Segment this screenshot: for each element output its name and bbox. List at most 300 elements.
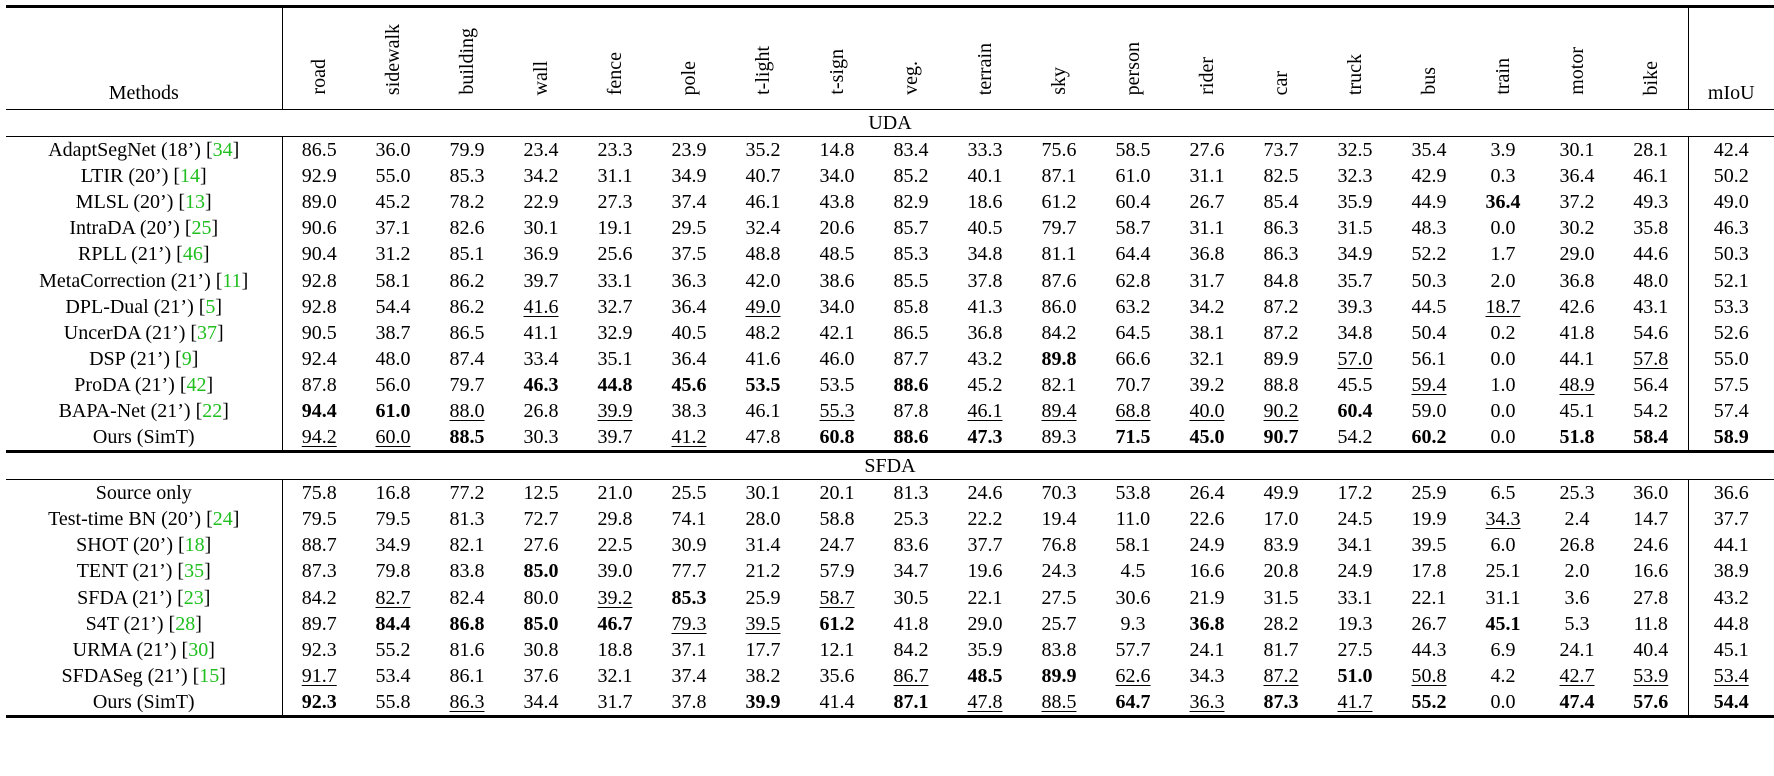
value-cell — [1170, 532, 1244, 558]
value-text: 3.6 — [1564, 586, 1590, 609]
value-text: 37.4 — [671, 191, 707, 214]
method-name: AdaptSegNet (18’) [ — [48, 139, 213, 162]
value-cell — [1392, 215, 1466, 241]
value-text: 66.6 — [1115, 347, 1151, 370]
value-cell — [1392, 137, 1466, 164]
value-text: 79.8 — [375, 560, 411, 583]
method-name: Test-time BN (20’) [ — [48, 508, 213, 531]
value-cell — [1466, 294, 1540, 320]
value-text: 35.9 — [967, 638, 1003, 661]
miou-cell — [1688, 294, 1774, 320]
value-cell — [578, 689, 652, 717]
value-cell — [1096, 585, 1170, 611]
value-cell — [1540, 320, 1614, 346]
value-text: 87.2 — [1263, 664, 1299, 687]
value-cell — [504, 215, 578, 241]
value-text: 1.0 — [1490, 373, 1516, 396]
value-cell — [430, 189, 504, 215]
citation-link[interactable]: 35 — [184, 560, 205, 583]
value-cell — [504, 663, 578, 689]
value-cell — [504, 506, 578, 532]
citation-link[interactable]: 15 — [199, 664, 220, 687]
value-text: 84.2 — [893, 638, 929, 661]
value-cell — [1614, 398, 1688, 424]
value-cell — [652, 241, 726, 267]
value-cell — [1318, 424, 1392, 452]
value-cell — [1466, 558, 1540, 584]
value-cell — [430, 346, 504, 372]
table-row — [6, 689, 1774, 717]
value-cell — [504, 532, 578, 558]
value-text: 36.8 — [1559, 269, 1595, 292]
value-text: 58.7 — [1115, 217, 1151, 240]
value-cell — [1540, 532, 1614, 558]
header-class-label: sidewalk — [382, 23, 404, 95]
value-cell — [430, 294, 504, 320]
value-text: 46.1 — [745, 399, 781, 422]
citation-link[interactable]: 5 — [205, 295, 216, 318]
value-text: 19.3 — [1337, 612, 1373, 635]
value-text: 41.4 — [819, 690, 855, 713]
value-text: 44.3 — [1411, 638, 1447, 661]
value-text: 24.1 — [1559, 638, 1595, 661]
value-cell — [504, 480, 578, 507]
value-cell — [1392, 689, 1466, 717]
value-cell — [430, 637, 504, 663]
value-cell — [1244, 637, 1318, 663]
value-cell — [1392, 637, 1466, 663]
value-text: 46.3 — [1713, 217, 1749, 240]
value-text: 83.4 — [893, 139, 929, 162]
value-text: 82.4 — [449, 586, 485, 609]
value-text: 82.5 — [1263, 165, 1299, 188]
value-cell — [1540, 424, 1614, 452]
results-table — [6, 5, 1774, 718]
header-class — [800, 7, 874, 110]
value-cell — [874, 294, 948, 320]
value-text: 11.8 — [1633, 612, 1668, 635]
value-text: 94.4 — [301, 399, 337, 422]
value-text: 86.5 — [449, 321, 485, 344]
value-text: 92.4 — [301, 347, 337, 370]
value-text: 41.1 — [523, 321, 559, 344]
value-cell — [1096, 346, 1170, 372]
method-cell — [6, 267, 282, 293]
value-text: 75.6 — [1041, 139, 1077, 162]
method-cell — [6, 137, 282, 164]
value-text: 14.7 — [1633, 508, 1669, 531]
value-cell — [652, 585, 726, 611]
value-cell — [1392, 585, 1466, 611]
citation-link[interactable]: 22 — [202, 399, 223, 422]
value-cell — [800, 611, 874, 637]
value-text: 0.0 — [1490, 217, 1516, 240]
citation-link[interactable]: 24 — [212, 508, 233, 531]
value-text: 31.5 — [1337, 217, 1373, 240]
value-text: 58.4 — [1633, 426, 1669, 449]
value-text: 19.4 — [1041, 508, 1077, 531]
value-text: 89.4 — [1041, 399, 1077, 422]
table-row — [6, 424, 1774, 452]
value-text: 86.0 — [1041, 295, 1077, 318]
value-text: 86.2 — [449, 269, 485, 292]
value-cell — [1318, 506, 1392, 532]
value-text: 79.5 — [301, 508, 337, 531]
value-cell — [726, 480, 800, 507]
value-cell — [800, 480, 874, 507]
value-text: 77.7 — [671, 560, 707, 583]
miou-cell — [1688, 372, 1774, 398]
value-text: 2.0 — [1564, 560, 1590, 583]
value-cell — [874, 637, 948, 663]
value-cell — [282, 506, 356, 532]
value-text: 50.3 — [1713, 243, 1749, 266]
value-cell — [1022, 506, 1096, 532]
value-text: 34.1 — [1337, 534, 1373, 557]
value-cell — [874, 346, 948, 372]
value-cell — [356, 611, 430, 637]
value-text: 22.1 — [1411, 586, 1447, 609]
value-text: 59.0 — [1411, 399, 1447, 422]
value-cell — [948, 267, 1022, 293]
header-methods: Methods — [6, 7, 282, 110]
value-text: 22.5 — [597, 534, 633, 557]
value-text: 55.3 — [819, 399, 855, 422]
value-cell — [430, 163, 504, 189]
value-text: 55.0 — [375, 165, 411, 188]
value-text: 38.7 — [375, 321, 411, 344]
value-cell — [1392, 506, 1466, 532]
value-text: 22.1 — [967, 586, 1003, 609]
value-cell — [1022, 215, 1096, 241]
citation-link[interactable]: 9 — [181, 347, 192, 370]
value-cell — [1318, 585, 1392, 611]
citation-link[interactable]: 23 — [183, 586, 204, 609]
value-text: 83.9 — [1263, 534, 1299, 557]
value-cell — [356, 585, 430, 611]
value-cell — [504, 163, 578, 189]
value-cell — [1318, 320, 1392, 346]
value-text: 22.6 — [1189, 508, 1225, 531]
value-cell — [1096, 137, 1170, 164]
value-text: 53.4 — [375, 664, 411, 687]
value-cell — [282, 689, 356, 717]
value-text: 30.9 — [671, 534, 707, 557]
value-cell — [1318, 267, 1392, 293]
value-text: 19.6 — [967, 560, 1003, 583]
table-row — [6, 663, 1774, 689]
citation-link[interactable]: 42 — [186, 373, 207, 396]
value-text: 28.1 — [1633, 139, 1669, 162]
value-cell — [1614, 585, 1688, 611]
value-text: 36.8 — [1189, 243, 1225, 266]
citation-link[interactable]: 14 — [180, 165, 201, 188]
value-text: 25.1 — [1485, 560, 1521, 583]
value-cell — [578, 294, 652, 320]
value-cell — [578, 267, 652, 293]
value-cell — [652, 689, 726, 717]
citation-bracket: ] — [217, 321, 224, 344]
value-cell — [800, 585, 874, 611]
value-text: 48.8 — [745, 243, 781, 266]
value-text: 87.7 — [893, 347, 929, 370]
miou-cell — [1688, 320, 1774, 346]
value-cell — [1096, 163, 1170, 189]
method-name: Ours (SimT) — [92, 426, 195, 449]
method-name: ProDA (21’) [ — [74, 373, 187, 396]
value-cell — [504, 267, 578, 293]
value-text: 21.0 — [597, 482, 633, 505]
value-cell — [504, 611, 578, 637]
value-text: 51.8 — [1559, 426, 1595, 449]
value-cell — [1096, 532, 1170, 558]
citation-link[interactable]: 46 — [182, 243, 203, 266]
method-cell — [6, 424, 282, 452]
table-row — [6, 137, 1774, 164]
value-cell — [874, 611, 948, 637]
value-text: 27.6 — [523, 534, 559, 557]
value-text: 34.9 — [375, 534, 411, 557]
value-text: 32.4 — [745, 217, 781, 240]
citation-link[interactable]: 37 — [197, 321, 218, 344]
value-cell — [1614, 241, 1688, 267]
value-text: 36.0 — [375, 139, 411, 162]
value-cell — [1170, 137, 1244, 164]
value-cell — [282, 346, 356, 372]
value-text: 47.3 — [967, 426, 1003, 449]
value-cell — [1022, 611, 1096, 637]
value-text: 44.8 — [597, 373, 633, 396]
value-text: 79.7 — [1041, 217, 1077, 240]
value-text: 42.6 — [1559, 295, 1595, 318]
value-text: 17.2 — [1337, 482, 1373, 505]
citation-link[interactable]: 28 — [175, 612, 196, 635]
value-text: 25.6 — [597, 243, 633, 266]
value-cell — [800, 137, 874, 164]
value-text: 87.8 — [893, 399, 929, 422]
citation-link[interactable]: 11 — [222, 269, 242, 292]
value-text: 26.4 — [1189, 482, 1225, 505]
value-cell — [1170, 480, 1244, 507]
value-text: 34.8 — [1337, 321, 1373, 344]
table-row — [6, 637, 1774, 663]
value-text: 37.1 — [375, 217, 411, 240]
value-text: 4.2 — [1490, 664, 1516, 687]
value-cell — [1318, 611, 1392, 637]
value-text: 89.8 — [1041, 347, 1077, 370]
value-cell — [800, 689, 874, 717]
value-text: 86.3 — [1263, 217, 1299, 240]
method-cell — [6, 585, 282, 611]
value-cell — [1022, 532, 1096, 558]
value-text: 79.5 — [375, 508, 411, 531]
value-cell — [282, 241, 356, 267]
table-row — [6, 163, 1774, 189]
value-text: 40.7 — [745, 165, 781, 188]
value-cell — [1392, 663, 1466, 689]
value-cell — [430, 137, 504, 164]
citation-link[interactable]: 18 — [184, 534, 205, 557]
citation-link[interactable]: 30 — [188, 638, 209, 661]
miou-cell — [1688, 637, 1774, 663]
value-text: 36.8 — [1189, 612, 1225, 635]
value-text: 87.1 — [1041, 165, 1077, 188]
value-cell — [430, 320, 504, 346]
value-text: 85.4 — [1263, 191, 1299, 214]
value-text: 89.0 — [301, 191, 337, 214]
method-name: DSP (21’) [ — [89, 347, 182, 370]
value-text: 64.5 — [1115, 321, 1151, 344]
value-cell — [1096, 372, 1170, 398]
method-cell — [6, 689, 282, 717]
value-text: 42.4 — [1713, 139, 1749, 162]
value-cell — [948, 663, 1022, 689]
value-text: 76.8 — [1041, 534, 1077, 557]
value-cell — [1244, 558, 1318, 584]
citation-link[interactable]: 25 — [191, 217, 212, 240]
value-text: 90.7 — [1263, 426, 1299, 449]
value-text: 35.4 — [1411, 139, 1447, 162]
value-text: 85.3 — [893, 243, 929, 266]
value-cell — [1466, 663, 1540, 689]
value-cell — [1614, 424, 1688, 452]
value-cell — [948, 480, 1022, 507]
header-class — [652, 7, 726, 110]
value-cell — [1170, 372, 1244, 398]
value-cell — [282, 424, 356, 452]
miou-cell — [1688, 611, 1774, 637]
value-cell — [1244, 215, 1318, 241]
value-cell — [1466, 346, 1540, 372]
value-cell — [726, 663, 800, 689]
value-text: 62.6 — [1115, 664, 1151, 687]
value-cell — [800, 506, 874, 532]
value-text: 45.6 — [671, 373, 707, 396]
value-text: 53.9 — [1633, 664, 1669, 687]
value-cell — [1096, 294, 1170, 320]
value-text: 64.7 — [1115, 690, 1151, 713]
method-name: LTIR (20’) [ — [80, 165, 181, 188]
value-text: 19.1 — [597, 217, 633, 240]
value-text: 34.3 — [1485, 508, 1521, 531]
value-text: 32.7 — [597, 295, 633, 318]
method-name: DPL-Dual (21’) [ — [65, 295, 206, 318]
value-cell — [1614, 611, 1688, 637]
value-cell — [1022, 137, 1096, 164]
value-cell — [1244, 372, 1318, 398]
value-text: 39.2 — [1189, 373, 1225, 396]
value-cell — [1022, 480, 1096, 507]
value-cell — [874, 189, 948, 215]
value-text: 57.8 — [1633, 347, 1669, 370]
value-text: 53.5 — [745, 373, 781, 396]
value-text: 53.3 — [1713, 295, 1749, 318]
value-cell — [948, 506, 1022, 532]
value-text: 33.3 — [967, 139, 1003, 162]
value-text: 50.3 — [1411, 269, 1447, 292]
value-cell — [1244, 163, 1318, 189]
value-text: 41.8 — [1559, 321, 1595, 344]
value-cell — [1614, 532, 1688, 558]
value-cell — [1318, 480, 1392, 507]
value-cell — [1244, 532, 1318, 558]
citation-link[interactable]: 34 — [212, 139, 233, 162]
value-cell — [1614, 480, 1688, 507]
value-cell — [726, 346, 800, 372]
value-cell — [1096, 689, 1170, 717]
value-cell — [652, 424, 726, 452]
citation-link[interactable]: 13 — [185, 191, 206, 214]
citation-bracket: ] — [203, 586, 211, 609]
value-text: 48.9 — [1559, 373, 1595, 396]
value-text: 88.8 — [1263, 373, 1299, 396]
value-text: 52.1 — [1713, 269, 1749, 292]
value-text: 36.3 — [1189, 690, 1225, 713]
header-class-label: terrain — [974, 42, 996, 95]
value-text: 92.8 — [301, 295, 337, 318]
header-class — [356, 7, 430, 110]
table-row — [6, 294, 1774, 320]
citation-bracket: ] — [195, 612, 202, 635]
value-cell — [578, 480, 652, 507]
value-text: 37.4 — [671, 664, 707, 687]
value-text: 61.2 — [1041, 191, 1077, 214]
value-text: 48.0 — [1633, 269, 1669, 292]
value-text: 24.1 — [1189, 638, 1225, 661]
value-cell — [356, 637, 430, 663]
value-text: 86.1 — [449, 664, 485, 687]
value-text: 45.1 — [1713, 638, 1749, 661]
value-text: 39.7 — [597, 426, 633, 449]
value-text: 2.0 — [1490, 269, 1516, 292]
value-text: 34.2 — [523, 165, 559, 188]
value-text: 18.8 — [597, 638, 633, 661]
value-cell — [578, 663, 652, 689]
value-cell — [282, 137, 356, 164]
value-text: 41.6 — [745, 347, 781, 370]
value-text: 36.0 — [1633, 482, 1669, 505]
value-cell — [504, 398, 578, 424]
value-text: 54.6 — [1633, 321, 1669, 344]
value-text: 46.1 — [1633, 165, 1669, 188]
table-row — [6, 346, 1774, 372]
value-text: 34.2 — [1189, 295, 1225, 318]
value-text: 32.1 — [1189, 347, 1225, 370]
value-text: 2.4 — [1564, 508, 1590, 531]
value-text: 57.4 — [1713, 399, 1749, 422]
value-text: 87.3 — [1263, 690, 1299, 713]
value-text: 38.6 — [819, 269, 855, 292]
value-cell — [1540, 506, 1614, 532]
section-title: SFDA — [6, 452, 1774, 480]
method-name: UncerDA (21’) [ — [63, 321, 198, 344]
value-text: 43.8 — [819, 191, 855, 214]
value-text: 26.7 — [1411, 612, 1447, 635]
value-text: 92.8 — [301, 269, 337, 292]
miou-cell — [1688, 398, 1774, 424]
citation-bracket: ] — [215, 295, 223, 318]
value-text: 77.2 — [449, 482, 485, 505]
table-row — [6, 611, 1774, 637]
value-text: 43.1 — [1633, 295, 1669, 318]
value-text: 68.8 — [1115, 399, 1151, 422]
value-cell — [874, 372, 948, 398]
value-cell — [800, 320, 874, 346]
value-text: 36.4 — [671, 295, 707, 318]
value-cell — [282, 532, 356, 558]
value-text: 57.7 — [1115, 638, 1151, 661]
value-text: 20.8 — [1263, 560, 1299, 583]
